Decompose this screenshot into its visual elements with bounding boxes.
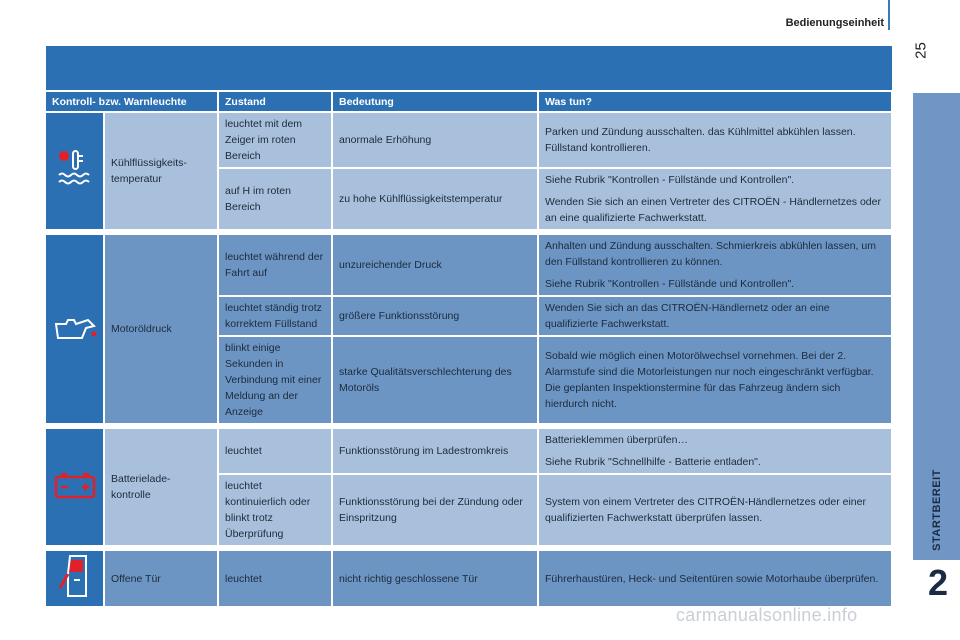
meaning-cell: anormale Erhöhung [332, 112, 538, 168]
table-body [46, 112, 892, 606]
table-header-row [46, 92, 892, 112]
action-text: Siehe Rubrik "Kontrollen - Füllstände und Kontrollen". [545, 174, 795, 186]
lamp-icon-cell [46, 550, 104, 606]
action-cell [538, 428, 892, 474]
action-text: Batterieklemmen überprüfen… [545, 434, 688, 446]
table-row [46, 428, 892, 474]
action-text: Siehe Rubrik "Schnellhilfe - Batterie entladen". [545, 456, 761, 468]
state-cell: leuchtet mit dem Zeiger im roten Bereich [218, 112, 332, 168]
section-title: Bedienungseinheit [785, 17, 884, 29]
meaning-cell: nicht richtig geschlossene Tür [332, 550, 538, 606]
action-cell [538, 474, 892, 545]
state-cell: leuchtet [218, 428, 332, 474]
state-cell: leuchtet [218, 550, 332, 606]
lamp-icon-cell [46, 112, 104, 229]
action-text: Wenden Sie sich an das CITROËN-Händlernetz oder an eine qualifizierte Fachwerkstatt. [545, 302, 830, 330]
action-cell [538, 112, 892, 168]
action-text: Parken und Zündung ausschalten. das Kühlmittel abkühlen lassen. Füllstand kontrollieren. [545, 126, 856, 154]
action-cell [538, 296, 892, 336]
meaning-cell: unzureichender Druck [332, 234, 538, 296]
state-cell: leuchtet während der Fahrt auf [218, 234, 332, 296]
open-door-icon [58, 554, 92, 598]
lamp-icon-cell [46, 428, 104, 545]
action-text: Anhalten und Zündung ausschalten. Schmierkreis abkühlen lassen, um den Füllstand kontrollieren zu können. [545, 240, 876, 268]
coolant-temperature-icon [53, 147, 97, 191]
warning-lights-table [46, 92, 893, 606]
lamp-name: Kühlflüssigkeits- temperatur [104, 112, 218, 229]
action-text: System von einem Vertreter des CITROËN-Händlernetzes oder einer qualifizierten Fachwerkstatt überprüfen lassen. [545, 496, 866, 524]
oil-pressure-icon [52, 312, 98, 342]
state-cell: blinkt einige Sekunden in Verbindung mit einer Meldung an der Anzeige [218, 336, 332, 423]
lamp-icon-cell [46, 234, 104, 423]
watermark: carmanualsonline.info [676, 605, 858, 625]
chapter-number: 2 [927, 562, 949, 603]
action-cell [538, 234, 892, 296]
battery-icon [53, 470, 97, 500]
action-cell [538, 168, 892, 229]
meaning-cell: Funktionsstörung bei der Zündung oder Einspritzung [332, 474, 538, 545]
page-number: 25 [912, 42, 930, 59]
meaning-cell: größere Funktionsstörung [332, 296, 538, 336]
state-cell: leuchtet kontinuierlich oder blinkt trotz Überprüfung [218, 474, 332, 545]
action-text: Sobald wie möglich einen Motorölwechsel vornehmen. Bei der 2. Alarmstufe sind die Motorleistungen nur noch eingeschränkt verfügbar. Die geplanten Inspektionstermine für das Fahrzeug ändern sich hierdurch nicht. [545, 350, 874, 410]
lamp-name: Offene Tür [104, 550, 218, 606]
state-cell: leuchtet ständig trotz korrektem Füllstand [218, 296, 332, 336]
action-cell [538, 336, 892, 423]
header-rule [888, 0, 890, 30]
table-row [46, 234, 892, 296]
meaning-cell: Funktionsstörung im Ladestromkreis [332, 428, 538, 474]
column-header-state: Zustand [218, 92, 332, 112]
meaning-cell: starke Qualitätsverschlechterung des Motoröls [332, 336, 538, 423]
column-header-meaning: Bedeutung [332, 92, 538, 112]
action-cell [538, 550, 892, 606]
table-row [46, 550, 892, 606]
action-text: Siehe Rubrik "Kontrollen - Füllstände und Kontrollen". [545, 278, 795, 290]
chapter-label: STARTBEREIT [931, 469, 943, 551]
lamp-name: Batterielade- kontrolle [104, 428, 218, 545]
column-header-lamp: Kontroll- bzw. Warnleuchte [46, 92, 218, 112]
action-text: Wenden Sie sich an einen Vertreter des CITROËN - Händlernetzes oder an eine qualifizierte Fachwerkstatt. [545, 196, 881, 224]
column-header-action: Was tun? [538, 92, 892, 112]
state-cell: auf H im roten Bereich [218, 168, 332, 229]
lamp-name: Motoröldruck [104, 234, 218, 423]
table-banner [46, 46, 892, 90]
action-text: Führerhaustüren, Heck- und Seitentüren sowie Motorhaube überprüfen. [545, 572, 879, 585]
table-row [46, 112, 892, 168]
meaning-cell: zu hohe Kühlflüssigkeitstemperatur [332, 168, 538, 229]
